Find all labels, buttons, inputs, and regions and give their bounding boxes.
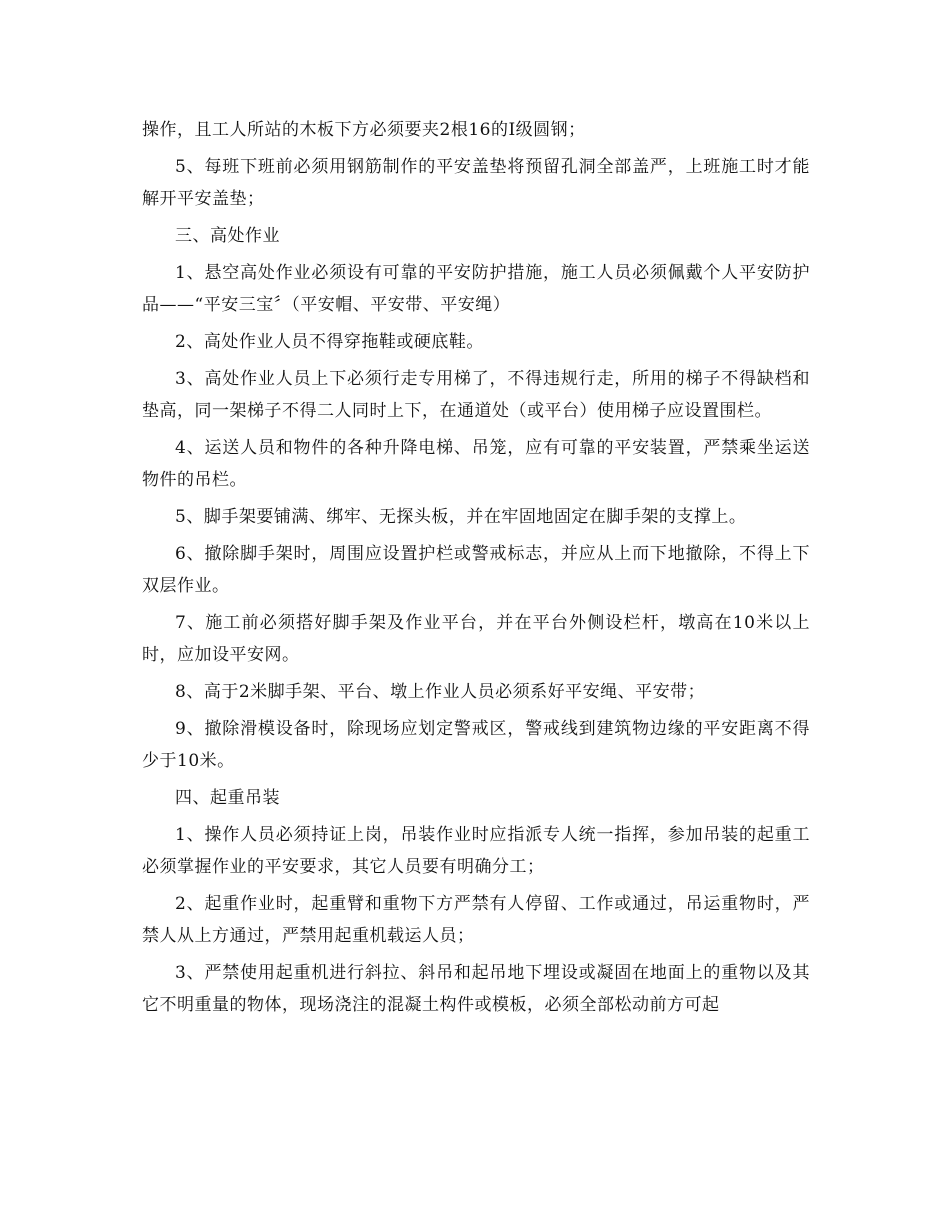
paragraph-item: 7、施工前必须搭好脚手架及作业平台，并在平台外侧设栏杆，墩高在10米以上时，应加设平安网。 — [142, 613, 810, 665]
paragraph-item: 5、脚手架要铺满、绑牢、无探头板，并在牢固地固定在脚手架的支撑上。 — [175, 507, 747, 527]
paragraph-item: 4、运送人员和物件的各种升降电梯、吊笼，应有可靠的平安装置，严禁乘坐运送物件的吊栏。 — [142, 438, 810, 490]
document-body — [142, 114, 810, 1026]
paragraph-item: 2、起重作业时，起重臂和重物下方严禁有人停留、工作或通过，吊运重物时，严禁人从上方通过，严禁用起重机载运人员； — [142, 894, 810, 946]
paragraph-item: 8、高于2米脚手架、平台、墩上作业人员必须系好平安绳、平安带； — [175, 682, 706, 702]
paragraph-item: 1、悬空高处作业必须设有可靠的平安防护措施，施工人员必须佩戴个人平安防护品——“平安三宝〞（平安帽、平安带、平安绳） — [142, 263, 810, 315]
paragraph-continuation: 操作，且工人所站的木板下方必须要夹2根16的Ⅰ级圆钢； — [142, 120, 586, 140]
paragraph-item: 5、每班下班前必须用钢筋制作的平安盖垫将预留孔洞全部盖严，上班施工时才能解开平安盖垫； — [142, 157, 810, 209]
paragraph-item: 2、高处作业人员不得穿拖鞋或硬底鞋。 — [175, 332, 484, 352]
section-heading-lifting: 四、起重吊装 — [175, 788, 280, 808]
paragraph-item: 9、撤除滑模设备时，除现场应划定警戒区，警戒线到建筑物边缘的平安距离不得少于10米。 — [142, 719, 810, 771]
paragraph-item: 3、严禁使用起重机进行斜拉、斜吊和起吊地下埋设或凝固在地面上的重物以及其它不明重量的物体，现场浇注的混凝土构件或模板，必须全部松动前方可起 — [142, 963, 810, 1015]
paragraph-item: 3、高处作业人员上下必须行走专用梯了，不得违规行走，所用的梯子不得缺档和垫高，同一架梯子不得二人同时上下，在通道处（或平台）使用梯子应设置围栏。 — [142, 369, 810, 421]
paragraph-item: 6、撤除脚手架时，周围应设置护栏或警戒标志，并应从上而下地撤除，不得上下双层作业。 — [142, 544, 810, 596]
paragraph-item: 1、操作人员必须持证上岗，吊装作业时应指派专人统一指挥，参加吊装的起重工必须掌握作业的平安要求，其它人员要有明确分工； — [142, 825, 810, 877]
section-heading-high-altitude-work: 三、高处作业 — [175, 226, 280, 246]
